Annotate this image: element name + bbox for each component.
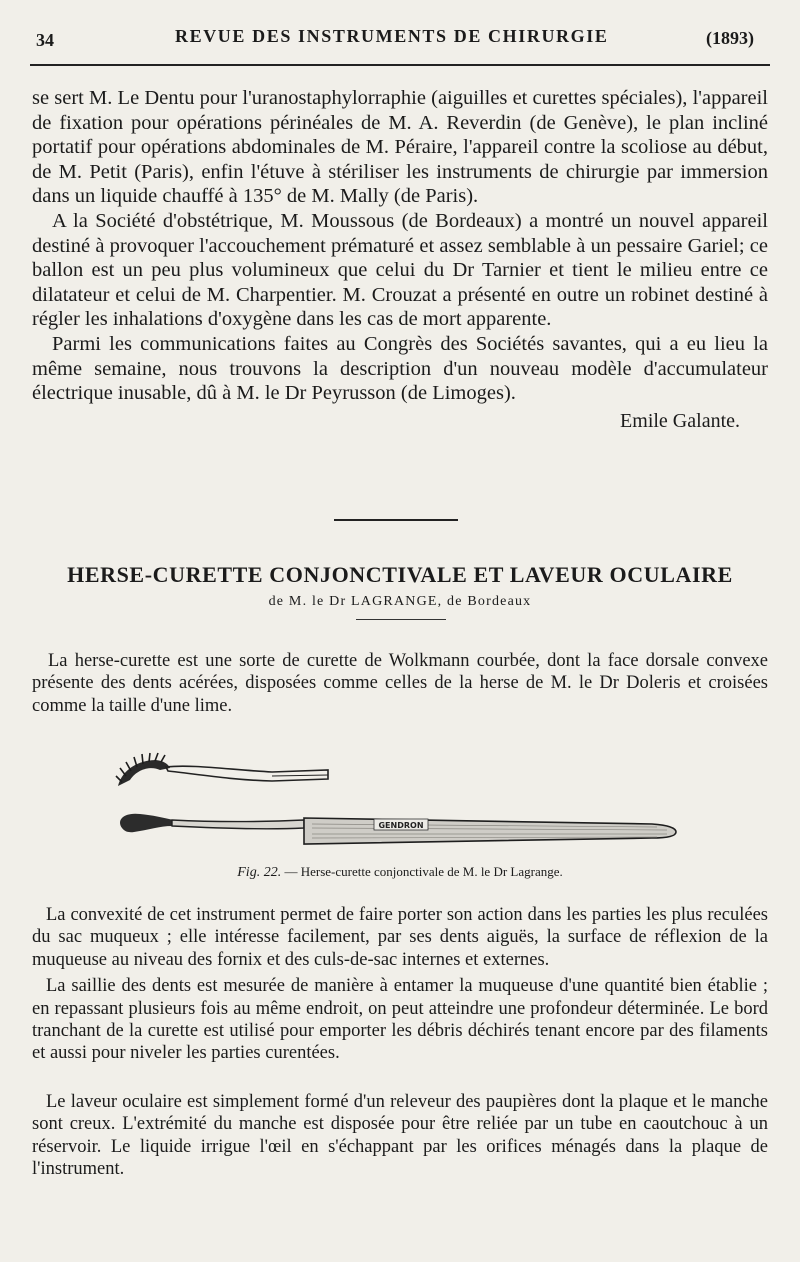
article-body [32, 904, 768, 1180]
paragraph-societe-obstetrique: A la Société d'obstétrique, M. Moussous (de Bordeaux) a montré un nouvel appareil destiné à provoquer l'accouchement prématuré et assez semblable à un pessaire Gariel; ce ballon est un peu plus volumineux que celui du Dr Tarnier et tient le milieu entre ce dilatateur et celui de M. Charpentier. M. Crouzat a présenté en outre un robinet destiné à régler les inhalations d'oxygène dans les cas de mort apparente. [32, 209, 768, 331]
paragraph-laveur: Le laveur oculaire est simplement formé d'un releveur des paupières dont la plaque et le manche sont creux. L'extrémité du manche est disposée pour être reliée par un tube en caoutchouc à un réservoir. Le liquide irrigue l'œil en s'échappant par les orifices ménagés dans la plaque de l'instrument. [32, 1091, 768, 1180]
publication-year: (1893) [706, 28, 754, 48]
byline-rule [356, 619, 446, 620]
curette-small-instrument [116, 753, 328, 786]
running-header [30, 18, 770, 54]
article-title: HERSE-CURETTE CONJONCTIVALE ET LAVEUR OCULAIRE [67, 562, 733, 587]
figure-caption [0, 864, 800, 881]
author-signature: Emile Galante. [620, 409, 740, 432]
page-number: 34 [36, 30, 54, 50]
paragraph-instruments-list: se sert M. Le Dentu pour l'uranostaphylorraphie (aiguilles et curettes spéciales), l'appareil de fixation pour opérations périnéales de M. A. Reverdin (de Genève), le plan incliné portatif pour opérations abdominales de M. Péraire, l'appareil contre la scoliose au début, de M. Petit (Paris), enfin l'étuve à stériliser les instruments de chirurgie par immersion dans un liquide chauffé à 135° de M. Mally (de Paris). [32, 87, 768, 208]
curette-large-instrument [120, 814, 676, 844]
figure-caption-text: — Herse-curette conjonctivale de M. le Dr Lagrange. [284, 864, 563, 879]
article-byline: de M. le Dr LAGRANGE, de Bordeaux [268, 594, 532, 609]
header-rule [30, 64, 770, 66]
section-previous-article [32, 86, 768, 434]
paragraph-saillie: La saillie des dents est mesurée de manière à entamer la muqueuse d'une quantité bien établie ; en repassant plusieurs fois au même endroit, on peut atteindre une profondeur déterminée. Le bord tranchant de la curette est utilisé pour emporter les débris déchirés tenant encore par des filaments et aussi pour niveler les parties curentées. [32, 976, 768, 1064]
article-intro: La herse-curette est une sorte de curette de Wolkmann courbée, dont la face dorsale convexe présente des dents acérées, disposées comme celles de la herse de M. le Dr Doleris et croisées comme la taille d'une lime. [32, 651, 768, 716]
paragraph-convexite: La convexité de cet instrument permet de faire porter son action dans les parties les plus reculées du sac muqueux ; elle intéresse facilement, par ses dents aiguës, la surface de réflexion de la muqueuse au niveau des fornix et des culs-de-sac internes et externes. [32, 905, 768, 970]
article-intro-block [32, 650, 768, 717]
journal-title: REVUE DES INSTRUMENTS DE CHIRURGIE [175, 26, 609, 46]
figure-number: Fig. 22. [237, 865, 282, 880]
herse-curette-figure [112, 752, 682, 862]
section-divider [334, 519, 458, 521]
paragraph-congres: Parmi les communications faites au Congrès des Sociétés savantes, qui a eu lieu la même semaine, nous trouvons la description d'un nouveau modèle d'accumulateur électrique inusable, dû à M. le Dr Peyrusson (de Limoges). [32, 332, 768, 405]
handle-maker-label: GENDRON [378, 821, 424, 830]
